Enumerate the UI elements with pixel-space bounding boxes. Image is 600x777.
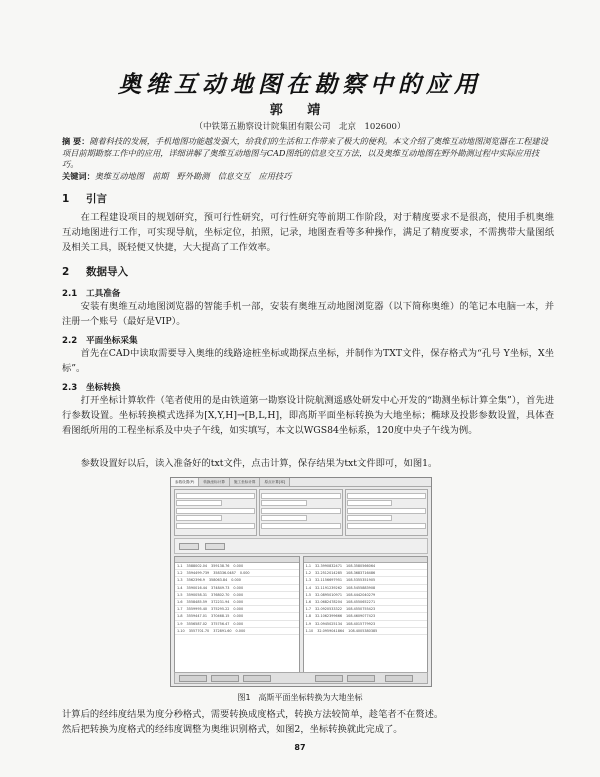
- figure-1-screenshot: [170, 477, 432, 687]
- table-cell: 32.1156697951: [315, 578, 343, 583]
- figure-tables: [171, 554, 431, 675]
- table-row: [175, 613, 299, 620]
- table-cell: 108.4442040279: [346, 592, 376, 597]
- table-row: [304, 599, 428, 606]
- table-cell: 1-5: [305, 592, 312, 597]
- table-cell: 3558485.59: [186, 599, 208, 604]
- table-cell: 1-9: [177, 621, 183, 626]
- section-heading-1: [62, 191, 107, 206]
- table-cell: 0.000: [231, 578, 241, 583]
- table-cell: 32.2512014285: [315, 571, 343, 576]
- table-cell: 375295.22: [211, 607, 230, 612]
- section-number: 1: [62, 193, 70, 205]
- figure-input-table: [174, 556, 300, 673]
- table-cell: 0.000: [233, 599, 244, 604]
- section-1-paragraph: 在工程建设项目的规划研究，预可行性研究，可行性研究等前期工作阶段，对于精度要求不是很高，使用手机奥维互动地图进行工作，可实现导航，坐标定位，拍照，记录，地图查看等多种操作，满足了精度要求，不需携带大量图纸及相关工具，既轻便又快捷，大大提高了工作效率。: [62, 212, 554, 254]
- figure-control-row: [174, 538, 428, 554]
- table-cell: 1-3: [305, 578, 312, 583]
- table-cell: 108.4550755423: [346, 607, 376, 612]
- table-cell: 1-4: [305, 585, 312, 590]
- table-cell: 0.000: [233, 585, 244, 590]
- table-cell: 32.0945025134: [315, 621, 343, 626]
- table-cell: 32.1062399666: [315, 614, 343, 619]
- table-cell: 3590016.44: [186, 585, 208, 590]
- keywords: [62, 171, 552, 183]
- figure-parameter-panels: [171, 487, 431, 538]
- table-cell: 3556587.02: [186, 621, 208, 626]
- table-cell: 32.0895010971: [315, 592, 343, 597]
- table-cell: 1-6: [177, 599, 183, 604]
- figure-panel: [345, 489, 428, 536]
- figure-panel: [174, 489, 257, 536]
- subsection-title: 工具准备: [86, 289, 121, 299]
- table-cell: 1-2: [305, 571, 312, 576]
- table-cell: 0.000: [233, 564, 244, 568]
- after-figure-paragraph-2: 然后把转换为度格式的经纬度调整为奥维识别格式，如图2，坐标转换就此完成了。: [62, 724, 403, 735]
- figure-tab: 原点计算[率]: [260, 478, 290, 486]
- table-cell: 1-7: [177, 607, 183, 612]
- table-cell: 1-7: [305, 607, 312, 612]
- table-row: [304, 563, 428, 570]
- abstract: [62, 136, 552, 171]
- table-cell: 376802.70: [211, 592, 230, 597]
- table-cell: 108.3683716486: [346, 571, 376, 576]
- table-cell: 1-10: [177, 628, 185, 633]
- section-title: 数据导入: [86, 266, 128, 278]
- section-title: 引言: [86, 193, 107, 205]
- subsection-heading-2-1: [62, 287, 120, 299]
- table-cell: 0.000: [235, 628, 246, 633]
- subsection-number: 2.2: [62, 336, 78, 346]
- table-row: [304, 585, 428, 592]
- affiliation: （中铁第五勘察设计院集团有限公司 北京 102600）: [194, 122, 406, 132]
- subsection-heading-2-2: [62, 334, 138, 346]
- table-cell: 0.000: [233, 621, 244, 626]
- figure-tab: 施工坐标计算: [230, 478, 261, 486]
- table-row: [175, 577, 299, 584]
- table-cell: 372891.60: [213, 628, 232, 633]
- table-cell: 3588002.04: [186, 564, 208, 568]
- subsection-title: 坐标转换: [86, 383, 121, 393]
- table-row: [304, 606, 428, 613]
- subsection-number: 2.1: [62, 289, 78, 299]
- abstract-label: 摘 要：: [62, 136, 90, 146]
- table-row: [175, 592, 299, 599]
- table-cell: 358336.0487: [213, 571, 236, 576]
- section-2-1-paragraph: 安装有奥维互动地图浏览器的智能手机一部，安装有奥维互动地图浏览器（以下简称奥维）的笔记本电脑一本，并注册一个账号（最好是VIP）。: [62, 301, 554, 328]
- table-cell: 32.1191239262: [315, 585, 343, 590]
- figure-tab: 转换坐标计算: [199, 478, 230, 486]
- page-number: 87: [294, 743, 306, 752]
- table-cell: 108.3580566064: [346, 564, 376, 568]
- figure-button-bar: [174, 672, 428, 684]
- table-row: [304, 592, 428, 599]
- figure-panel: [259, 489, 342, 536]
- author-name: 郭 靖: [269, 103, 331, 118]
- table-row: [304, 613, 428, 620]
- table-cell: 3590058.31: [186, 592, 208, 597]
- table-cell: 375756.47: [211, 621, 230, 626]
- table-cell: 108.4015779923: [346, 621, 376, 626]
- table-cell: 3557701.70: [188, 628, 210, 633]
- table-cell: 1-8: [305, 614, 312, 619]
- section-2-2-paragraph: 首先在CAD中读取需要导入奥维的线路途桩坐标或勘探点坐标，并制作为TXT文件，保存格式为“孔号 Y坐标，X坐标”。: [62, 348, 554, 375]
- section-2-3-paragraph-2: 参数设置好以后，读入准备好的txt文件，点击计算，保存结果为txt文件即可，如图1。: [80, 458, 438, 469]
- table-cell: 1-10: [305, 628, 314, 633]
- keywords-label: 关键词：: [62, 171, 95, 181]
- after-figure-paragraph-1: 计算后的经纬度结果为度分秒格式，需要转换成度格式，转换方法较简单，趁笔者不在赘述。: [62, 709, 444, 720]
- keywords-text: 奥维互动地图 前期 野外勘测 信息交互 应用技巧: [94, 171, 292, 181]
- table-cell: 1-2: [177, 571, 183, 576]
- subsection-title: 平面坐标采集: [86, 336, 138, 346]
- figure-output-table: [303, 556, 429, 673]
- table-row: [175, 570, 299, 577]
- table-cell: 0.000: [233, 592, 244, 597]
- table-cell: 108.4005380385: [348, 628, 378, 633]
- table-cell: 1-9: [305, 621, 312, 626]
- table-cell: 358063.84: [208, 578, 228, 583]
- table-cell: 1-3: [177, 578, 183, 583]
- section-2-3-paragraph-1: 打开坐标计算软件（笔者使用的是由铁道第一勘察设计院航测遥感处研发中心开发的“勘测坐标计算全集”），首先进行参数设置。坐标转换模式选择为[X,Y,H]→[B,L,H]，即高斯平面坐标转换为大地坐标；椭球及投影参数设置，具体查看图纸所用的工程坐标系及中央子午线，如实填写，本文以WGS84坐标系，120度中央子午线为例。: [62, 395, 554, 437]
- table-cell: 32.0920533322: [315, 607, 343, 612]
- table-cell: 1-1: [305, 564, 312, 568]
- figure-1-caption: 图1 高斯平面坐标转换为大地坐标: [237, 693, 363, 702]
- table-cell: 3559447.01: [186, 614, 208, 619]
- article-title: 奥维互动地图在勘察中的应用: [118, 72, 482, 98]
- table-row: [304, 570, 428, 577]
- table-cell: 372231.94: [211, 599, 230, 604]
- table-cell: 32.0959041864: [317, 628, 345, 633]
- table-cell: 32.0682478204: [315, 599, 343, 604]
- table-cell: 1-4: [177, 585, 183, 590]
- table-row: [175, 628, 299, 635]
- table-cell: 108.5355351905: [346, 578, 376, 583]
- table-cell: 1-6: [305, 599, 312, 604]
- table-cell: 108.4550652271: [346, 599, 376, 604]
- table-row: [175, 621, 299, 628]
- figure-tab: 参数设置(P): [171, 478, 199, 486]
- table-cell: 108.5455883908: [346, 585, 376, 590]
- table-row: [304, 621, 428, 628]
- table-cell: 374849.73: [211, 585, 230, 590]
- table-cell: 3559995.40: [186, 607, 208, 612]
- section-heading-2: [62, 264, 128, 279]
- table-cell: 3562396.9: [186, 578, 205, 583]
- figure-tab-bar: [171, 478, 431, 487]
- abstract-text: 随着科技的发展，手机地图功能越发强大，给我们的生活和工作带来了极大的便利。本文介绍了奥维互动地图浏览器在工程建设项目前期勘察工作中的应用，详细讲解了奥维互动地图与CAD图纸的信息交互方法，以及奥维互动地图在野外勘测过程中实际应用技巧。: [62, 136, 548, 169]
- table-cell: 1-1: [177, 564, 183, 568]
- table-row: [175, 599, 299, 606]
- table-cell: 0.000: [233, 614, 244, 619]
- table-cell: 0.000: [239, 571, 250, 576]
- table-row: [175, 606, 299, 613]
- table-row: [175, 585, 299, 592]
- section-number: 2: [62, 266, 70, 278]
- table-row: [304, 577, 428, 584]
- table-row: [304, 628, 428, 635]
- subsection-heading-2-3: [62, 381, 120, 393]
- table-cell: 359138.76: [211, 564, 230, 568]
- table-cell: 0.000: [233, 607, 244, 612]
- table-cell: 108.4609077423: [346, 614, 376, 619]
- table-cell: 1-5: [177, 592, 183, 597]
- table-row: [175, 563, 299, 570]
- table-cell: 3594499.739: [186, 571, 210, 576]
- table-cell: 1-8: [177, 614, 183, 619]
- table-cell: 32.3990832471: [315, 564, 343, 568]
- table-cell: 370468.15: [211, 614, 230, 619]
- subsection-number: 2.3: [62, 383, 78, 393]
